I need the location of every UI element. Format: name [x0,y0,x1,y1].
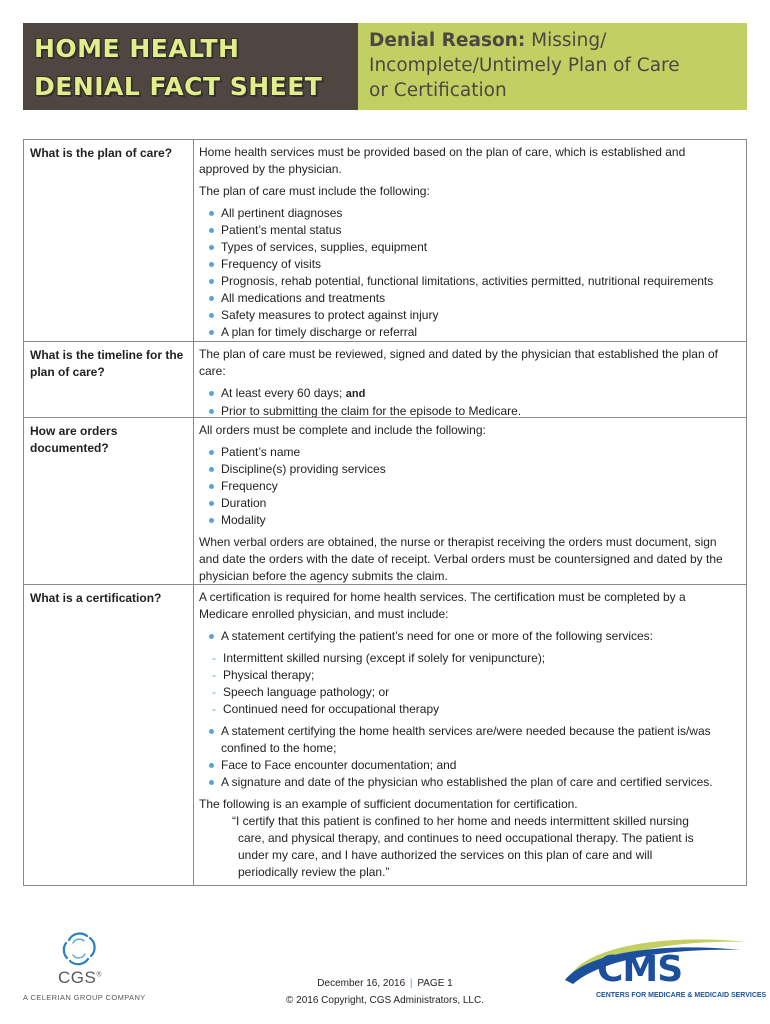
answer-paragraph: A certification is required for home health services. The certification must be completed by a Medicare enrolled physician, and must include: [199,590,686,621]
bullet-list [199,385,738,420]
list-item: A plan for timely discharge or referral [208,324,738,341]
cgs-name: CGS [58,968,97,987]
cms-wordmark: CMS [597,949,683,990]
list-item: Face to Face encounter documentation; and [208,757,738,774]
denial-reason-label: Denial Reason: [369,30,526,51]
certification-quote: “I certify that this patient is confined to her home and needs intermittent skilled nursing care, and physical therapy, and continues to need occupational therapy. The patient is under my care, and I have authorized the services on this plan of care and will periodically review the plan.” [232,814,694,879]
answer-cell [194,342,746,417]
list-item: All pertinent diagnoses [208,205,738,222]
cgs-tagline: A CELERIAN GROUP COMPANY [23,993,146,1002]
question-cell: How are orders documented? [24,418,194,584]
list-item-text: At least every 60 days; [221,386,343,400]
list-item: Patient’s mental status [208,222,738,239]
answer-paragraph: The plan of care must be reviewed, signed and dated by the physician that established the plan of care: [199,347,718,378]
bullet-list [199,205,738,341]
footer-copyright: © 2016 Copyright, CGS Administrators, LLC. [285,995,484,1006]
list-item: Prognosis, rehab potential, functional limitations, activities permitted, nutritional requirements [208,273,738,290]
denial-reason-line-2: Incomplete/Untimely Plan of Care [369,55,680,76]
list-item: Modality [208,512,738,529]
page-footer [263,975,507,1009]
cgs-wordmark [58,968,102,988]
cgs-logo-icon [23,928,138,1003]
row-plan-of-care [24,140,746,341]
page-number: PAGE 1 [417,978,453,989]
list-item: Patient’s name [208,444,738,461]
list-item: A statement certifying the home health services are/were needed because the patient is/was confined to the home; [208,723,738,757]
header-title-block [23,23,358,110]
footer-date-line [263,975,507,992]
page-title [34,30,322,106]
bullet-list [199,444,738,529]
denial-reason-block [358,23,747,110]
list-item: Prior to submitting the claim for the episode to Medicare. [208,403,738,420]
answer-paragraph: The following is an example of sufficient documentation for certification. [199,797,578,811]
list-item: Safety measures to protect against injury [208,307,738,324]
dash-list [199,650,738,718]
answer-cell [194,585,746,885]
answer-cell [194,418,746,584]
list-item: Frequency of visits [208,256,738,273]
title-line-1: HOME HEALTH [34,34,240,63]
bullet-list [199,628,738,645]
footer-date: December 16, 2016 [317,978,406,989]
list-item: - Physical therapy; [212,667,738,684]
list-item: Discipline(s) providing services [208,461,738,478]
list-item: - Continued need for occupational therapy [212,701,738,718]
list-item: A signature and date of the physician who established the plan of care and certified services. [208,774,738,791]
answer-cell [194,140,746,341]
title-line-2: DENIAL FACT SHEET [34,72,323,101]
cgs-trademark: ® [96,971,103,979]
list-item: All medications and treatments [208,290,738,307]
answer-paragraph: All orders must be complete and include the following: [199,423,486,437]
list-item: Frequency [208,478,738,495]
answer-paragraph: The plan of care must include the following: [199,184,430,198]
question-cell: What is a certification? [24,585,194,885]
row-orders [24,417,746,584]
answer-paragraph: When verbal orders are obtained, the nurse or therapist receiving the orders must document, sign and date the orders with the date of receipt. Verbal orders must be countersigned and dated by the physician before the agency submits the claim. [199,535,723,583]
bullet-list [199,723,738,791]
row-timeline [24,341,746,417]
fact-table [23,139,747,886]
and-conjunction: and [345,388,366,400]
list-item: Types of services, supplies, equipment [208,239,738,256]
row-certification [24,584,746,885]
footer-separator: | [409,978,413,989]
question-cell: What is the plan of care? [24,140,194,341]
list-item [208,385,738,403]
cms-tagline: CENTERS FOR MEDICARE & MEDICAID SERVICES [596,992,767,999]
list-item: - Intermittent skilled nursing (except if solely for venipuncture); [212,650,738,667]
denial-reason-line-3: or Certification [369,80,507,101]
question-cell: What is the timeline for the plan of care? [24,342,194,417]
list-item: - Speech language pathology; or [212,684,738,701]
denial-reason-line-1: Missing/ [531,30,607,51]
answer-paragraph: Home health services must be provided based on the plan of care, which is established and approved by the physician. [199,145,686,176]
list-item: A statement certifying the patient’s need for one or more of the following services: [208,628,738,645]
list-item: Duration [208,495,738,512]
